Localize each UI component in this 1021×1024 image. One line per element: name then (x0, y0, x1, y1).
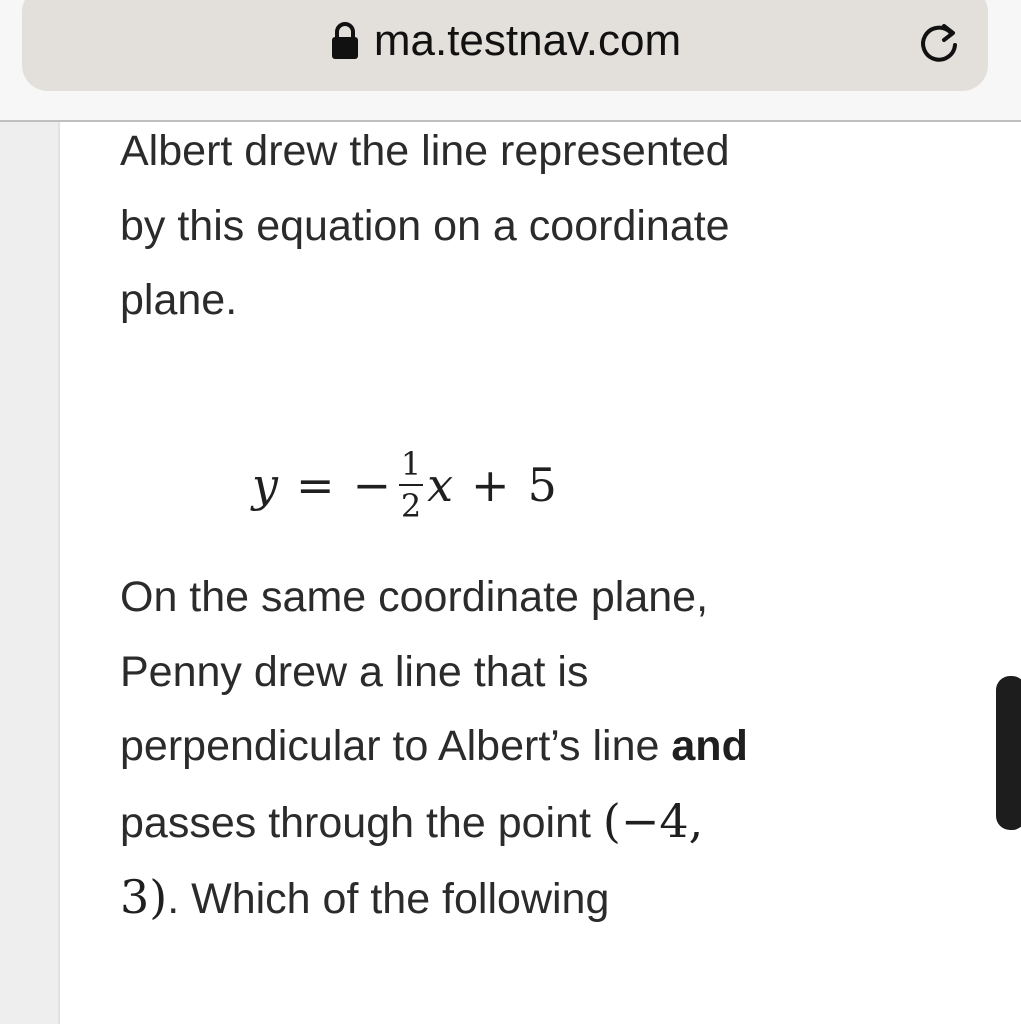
equation-plus: + (471, 458, 510, 512)
question-point: (−4, 3) (120, 793, 704, 924)
browser-toolbar (0, 0, 1021, 122)
equation-constant: 5 (527, 458, 557, 512)
fraction-numerator: 1 (400, 445, 422, 483)
lock-icon (330, 21, 360, 61)
question-body-middle: passes through the point (120, 798, 603, 847)
equation (252, 440, 557, 530)
url-text[interactable]: ma.testnav.com (373, 16, 682, 65)
fraction-bar (399, 484, 423, 486)
equation-negative: − (352, 458, 392, 512)
question-body-prefix: On the same coordinate plane, Penny drew a line that is perpendicular to Albert’s line (120, 573, 709, 770)
equation-equals: = (296, 458, 335, 512)
scroll-handle[interactable] (996, 676, 1021, 830)
question-intro: Albert drew the line represented by this equation on a coordinate plane. (120, 127, 730, 324)
equation-variable: x (427, 458, 454, 512)
equation-fraction (399, 446, 423, 524)
question-body-suffix: . Which of the following (167, 875, 610, 923)
question-body-bold: and (671, 722, 748, 770)
fraction-denominator: 2 (400, 487, 422, 525)
address-group[interactable] (0, 16, 1021, 66)
question-body (120, 560, 760, 937)
reload-icon[interactable] (914, 20, 964, 70)
equation-lhs: y (252, 458, 278, 512)
